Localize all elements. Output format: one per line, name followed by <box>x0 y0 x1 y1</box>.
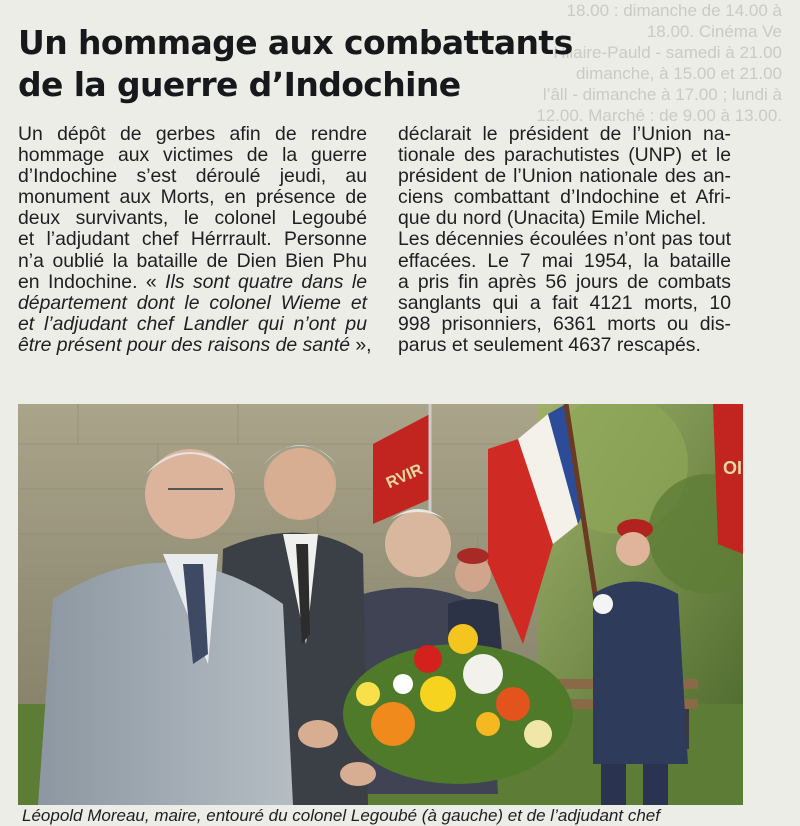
headline-line-2: de la guerre d’Indochine <box>18 65 461 104</box>
body-text-line: n’a oublié la bataille de Dien Bien Phu <box>18 249 367 272</box>
quote-text: Ils sont quatre dans le <box>165 270 367 293</box>
quote-text: département dont le colonel Wieme et <box>18 291 367 314</box>
body-text-line: effacées. Le 7 mai 1954, la bataille <box>398 249 731 272</box>
body-text-line: sanglants qui a fait 4121 morts, 10 <box>398 291 731 314</box>
body-text-line: parus et seulement 4637 rescapés. <box>398 333 701 356</box>
body-text-line: et l’adjudant chef Hérrrault. Personne <box>18 228 367 251</box>
article-body-right-column <box>398 124 731 356</box>
flag-lettering-right: OI <box>723 458 743 478</box>
article-photo <box>18 404 743 805</box>
body-text-line <box>18 293 367 314</box>
body-text-line <box>18 333 372 356</box>
flag-lettering-left: RVIR <box>383 461 426 493</box>
headline-line-1: Un hommage aux combattants <box>18 23 573 62</box>
body-text: », <box>350 333 372 356</box>
article-headline <box>18 22 573 106</box>
body-text-line: président de l’Union nationale des an- <box>398 165 731 188</box>
body-text-line: tionale des parachutistes (UNP) et le <box>398 144 731 167</box>
bleed-line: dimanche, à 15.00 et 21.00 <box>575 64 782 83</box>
body-text-line: Les décennies écoulées n’ont pas tout <box>398 228 731 251</box>
bleed-line: l’âll - dimanche à 17.00 ; lundi à <box>542 85 782 104</box>
body-text-line: déclarait le président de l’Union na- <box>398 123 731 145</box>
body-text: en Indochine. « <box>18 270 166 293</box>
body-text-line: a pris fin après 56 jours de combats <box>398 270 731 293</box>
bleed-line: 18.00. Cinéma Ve <box>646 22 782 41</box>
body-text-line: ciens combattant d’Indochine et Afri- <box>398 186 731 209</box>
body-text-line: monument aux Morts, en présence de <box>18 186 367 209</box>
photo-caption: Léopold Moreau, maire, entouré du colonel Legoubé (à gauche) et de l’adjudant chef <box>22 806 660 825</box>
bleed-line: 18.00 : dimanche de 14.00 à <box>566 1 782 20</box>
photo-illustration <box>18 404 743 805</box>
bleed-line: Hilaire-Pauld - samedi à 21.00 <box>553 43 782 62</box>
quote-text: être présent pour des raisons de santé <box>18 333 350 356</box>
body-text-line: hommage aux victimes de la guerre <box>18 144 367 167</box>
body-text-line: 998 prisonniers, 6361 morts ou dis- <box>398 312 731 335</box>
body-text-line: deux survivants, le colonel Legoubé <box>18 207 367 230</box>
article-body-left-column <box>18 123 372 356</box>
body-text-line <box>18 314 367 335</box>
quote-text: et l’adjudant chef Landler qui n’ont pu <box>18 312 367 335</box>
body-text-line: d’Indochine s’est déroulé jeudi, au <box>18 165 367 188</box>
body-text-line: que du nord (Unacita) Emile Michel. <box>398 207 707 230</box>
body-text-line: Un dépôt de gerbes afin de rendre <box>18 123 367 145</box>
bleed-line: 12.00. Marché : de 9.00 à 13.00. <box>536 106 782 125</box>
body-text-line <box>18 272 367 293</box>
